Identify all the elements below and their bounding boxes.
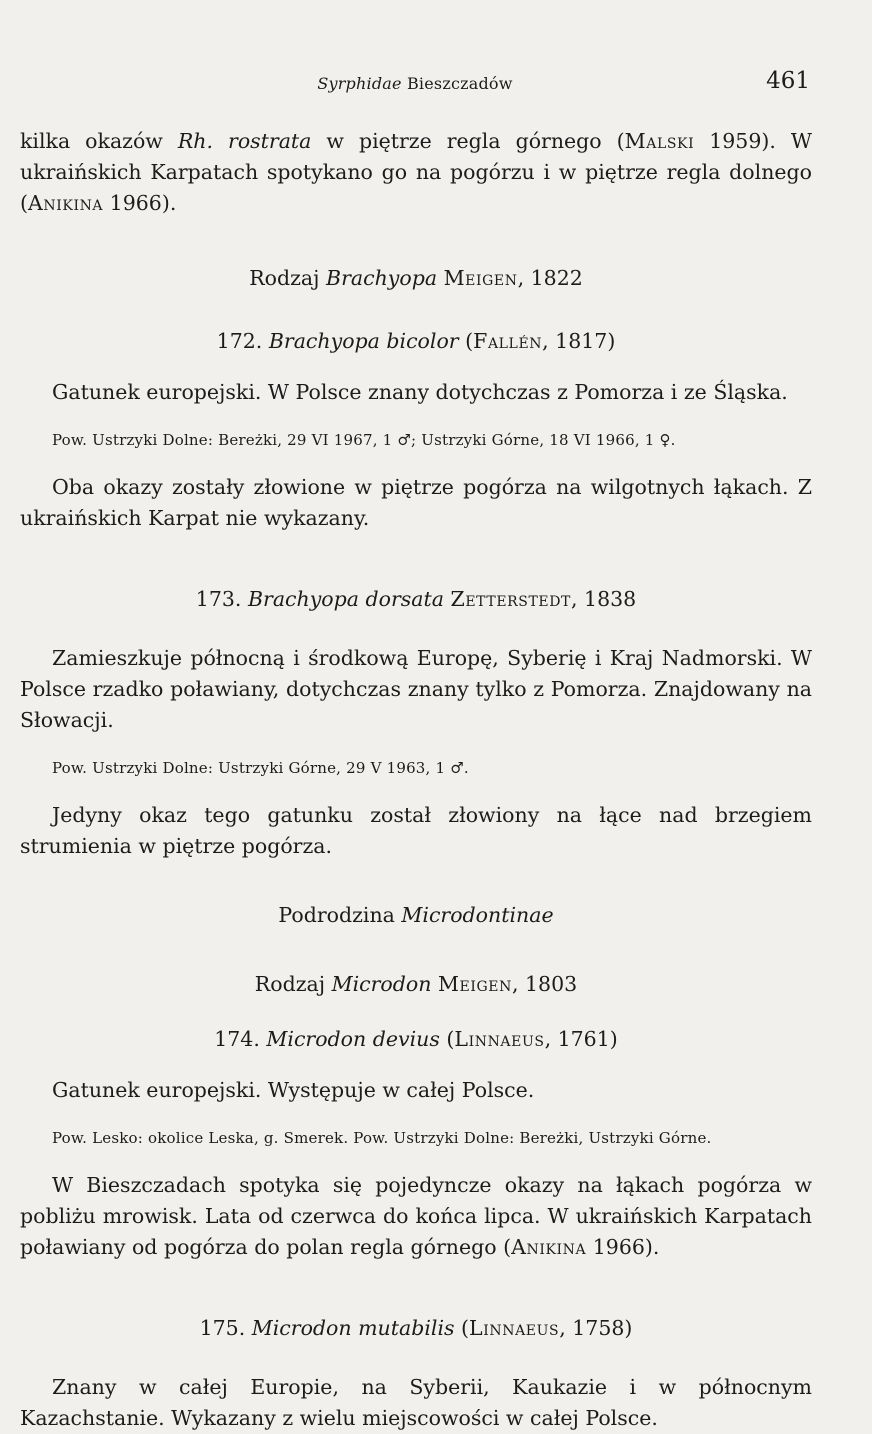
spacer	[20, 534, 812, 584]
genus-name: Brachyopa	[326, 266, 438, 290]
spacer	[20, 357, 812, 377]
species-number: 175.	[199, 1316, 252, 1340]
running-title-region: Bieszczadów	[401, 74, 513, 93]
paragraph-notes: Oba okazy zostały złowione w piętrze pogórza na wilgotnych łąkach. Z ukraińskich Karpat nie wykazany.	[20, 475, 812, 530]
spacer	[20, 1344, 812, 1372]
species-name: Microdon devius	[266, 1027, 440, 1051]
text-run: 1959). W ukraińskich Karpatach spotykano go na pogórzu i w piętrze regla dolnego (	[20, 129, 812, 215]
text-run: W Bieszczadach spotyka się pojedyncze okazy na łąkach pogórza w pobliżu mrowisk. Lata od czerwca do końca lipca. W ukraińskich Karpatach poławiany od pogórza do polan regla górnego (	[20, 1173, 812, 1259]
species-name: Microdon mutabilis	[251, 1316, 455, 1340]
text-run: , 1758)	[559, 1316, 633, 1340]
author-name: Fallén	[473, 329, 543, 353]
paragraph-notes: Jedyny okaz tego gatunku został złowiony na łące nad brzegiem strumienia w piętrze pogórza.	[20, 803, 812, 858]
species-number: 173.	[195, 587, 248, 611]
paragraph-range: Zamieszkuje północną i środkową Europę, Syberię i Kraj Nadmorski. W Polsce rzadko poławiany, dotychczas znany tylko z Pomorza. Znajdowany na Słowacji.	[20, 646, 812, 732]
species-heading-173	[20, 584, 812, 615]
species-name: Rh. rostrata	[177, 129, 312, 153]
subfamily-name: Microdontinae	[401, 903, 554, 927]
text-run: , 1822	[517, 266, 583, 290]
text-run: w piętrze regla górnego (	[311, 129, 625, 153]
spacer	[20, 1106, 812, 1126]
species-heading-172	[20, 326, 812, 357]
paragraph-range: Gatunek europejski. Występuje w całej Polsce.	[52, 1078, 535, 1102]
species-heading-175	[20, 1313, 812, 1344]
text-run: kilka okazów	[20, 129, 178, 153]
spacer	[20, 452, 812, 472]
text-run: , 1761)	[544, 1027, 618, 1051]
text-run: , 1817)	[542, 329, 616, 353]
spacer	[20, 408, 812, 428]
text-run: 1966).	[103, 191, 177, 215]
genus-heading-brachyopa	[20, 263, 812, 294]
spacer	[20, 1263, 812, 1313]
text-run: (	[454, 1316, 470, 1340]
species-number: 172.	[216, 329, 269, 353]
text-run: Rodzaj	[254, 972, 332, 996]
text-run: (	[458, 329, 474, 353]
locality-record: Pow. Ustrzyki Dolne: Ustrzyki Górne, 29 V 1963, 1 ♂.	[52, 759, 469, 777]
subfamily-heading	[20, 900, 812, 931]
spacer	[20, 931, 812, 969]
page-body	[20, 126, 812, 1434]
spacer	[20, 294, 812, 326]
paragraph-range: Znany w całej Europie, na Syberii, Kaukazie i w północnym Kazachstanie. Wykazany z wielu miejscowości w całej Polsce.	[20, 1375, 812, 1430]
text-run: , 1803	[511, 972, 578, 996]
page-number: 461	[766, 68, 810, 94]
author-name: Zetterstedt	[450, 587, 571, 611]
species-heading-174	[20, 1024, 812, 1055]
paragraph-range: Gatunek europejski. W Polsce znany dotychczas z Pomorza i ze Śląska.	[52, 380, 788, 404]
running-title-family: Syrphidae	[317, 74, 402, 93]
author-name: Linnaeus	[454, 1027, 545, 1051]
locality-record: Pow. Lesko: okolice Leska, g. Smerek. Pow. Ustrzyki Dolne: Bereżki, Ustrzyki Górne.	[52, 1129, 712, 1147]
spacer	[20, 862, 812, 900]
spacer	[20, 780, 812, 800]
text-run: Rodzaj	[249, 266, 326, 290]
species-name: Brachyopa bicolor	[268, 329, 459, 353]
genus-name: Microdon	[331, 972, 432, 996]
text-run: (	[439, 1027, 455, 1051]
author-name: Malski	[624, 129, 695, 153]
genus-heading-microdon	[20, 969, 812, 1000]
author-name: Linnaeus	[469, 1316, 560, 1340]
spacer	[20, 615, 812, 643]
text-run: Podrodzina	[278, 903, 402, 927]
spacer	[20, 1000, 812, 1024]
spacer	[20, 1055, 812, 1075]
running-title	[20, 74, 810, 93]
author-name: Anikina	[28, 191, 104, 215]
spacer	[20, 219, 812, 263]
species-number: 174.	[214, 1027, 267, 1051]
page-header	[20, 66, 810, 100]
species-name: Brachyopa dorsata	[247, 587, 444, 611]
author-name: Anikina	[511, 1235, 587, 1259]
author-name: Meigen	[443, 266, 518, 290]
paragraph-notes	[20, 1170, 812, 1263]
paragraph-continuation	[20, 126, 812, 219]
text-run: 1966).	[586, 1235, 660, 1259]
spacer	[20, 1150, 812, 1170]
locality-record: Pow. Ustrzyki Dolne: Bereżki, 29 VI 1967, 1 ♂; Ustrzyki Górne, 18 VI 1966, 1 ♀.	[52, 431, 676, 449]
author-name: Meigen	[437, 972, 512, 996]
spacer	[20, 736, 812, 756]
text-run: , 1838	[571, 587, 637, 611]
